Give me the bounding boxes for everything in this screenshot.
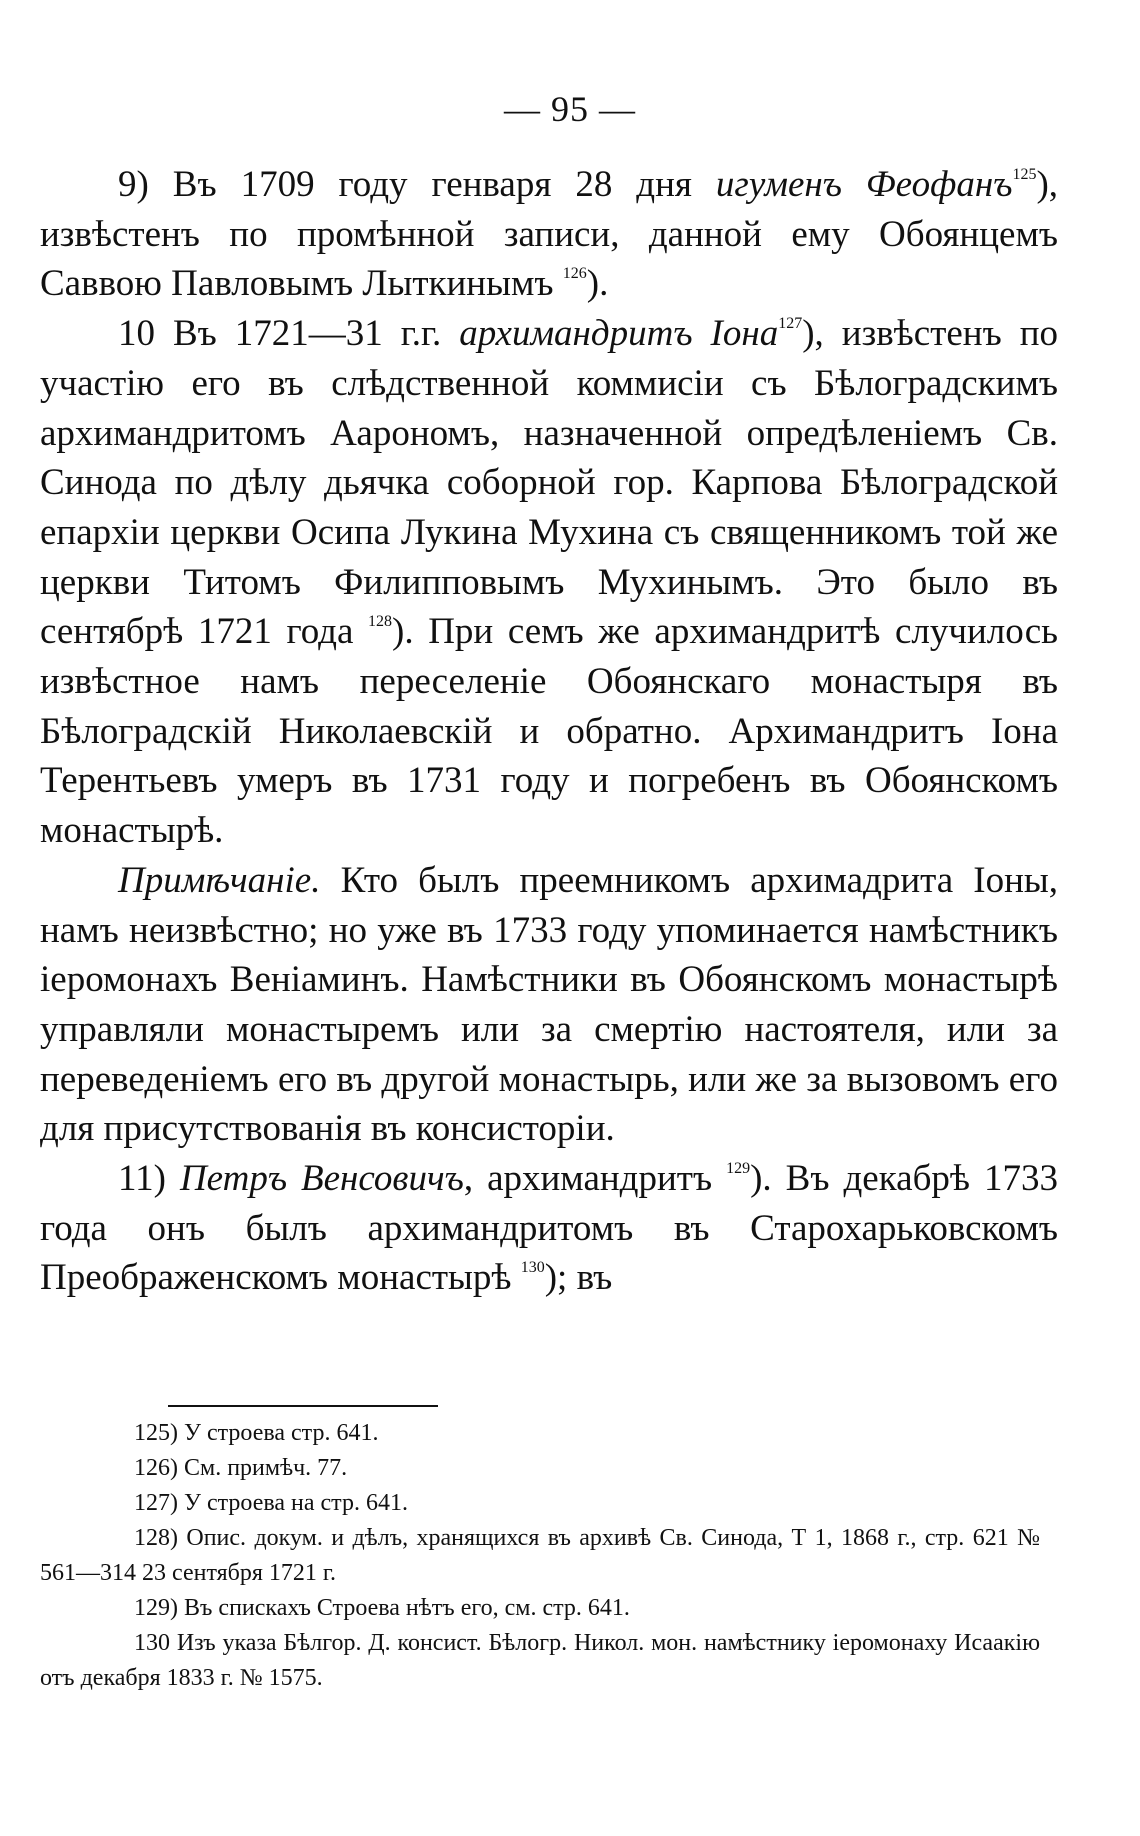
footnote-129: 129) Въ спискахъ Строева нѣтъ его, см. стр. 641. bbox=[134, 1595, 630, 1621]
text-run: ), извѣстенъ по участію его въ слѣдственной коммисіи съ Бѣлоградскимъ архимандритомъ Аарономъ, назначенной опредѣленіемъ Св. Синода по дѣлу дьячка соборной гор. Карпова Бѣлоградской епархіи церкви Осипа Лукина Мухина съ священникомъ той же церкви Титомъ Филипповымъ Мухинымъ. Это было въ сентябрѣ 1721 года bbox=[40, 313, 1059, 653]
text-run: 10 Въ 1721—31 г.г. bbox=[118, 313, 460, 355]
text-run: Кто былъ преемникомъ архимадрита Іоны, намъ неизвѣстно; но уже въ 1733 году упоминается намѣстникъ іеромонахъ Веніаминъ. Намѣстники въ Обоянскомъ монастырѣ управляли монастыремъ или за смертію настоятеля, или за переведеніемъ его въ другой монастырь, или же за вызовомъ его для присутствованія въ консисторіи. bbox=[40, 859, 1058, 1150]
paragraph-10 bbox=[40, 309, 1058, 856]
footnote-125: 125) У строева стр. 641. bbox=[134, 1420, 379, 1446]
footnote-ref: 130 bbox=[520, 1259, 545, 1277]
text-run: 9) Въ 1709 году генваря 28 дня bbox=[118, 164, 716, 205]
footnote-126: 126) См. примѣч. 77. bbox=[134, 1455, 348, 1481]
text-run: ). При семъ же архимандритѣ случилось извѣстное намъ переселеніе Обоянскаго монастыря въ Бѣлоградскій Николаевскій и обратно. Архимандритъ Іона Терентьевъ умеръ въ 1731 году и погребенъ въ Обоянскомъ монастырѣ. bbox=[40, 611, 1058, 852]
text-run: 11) bbox=[118, 1158, 180, 1200]
footnote-127: 127) У строева на стр. 641. bbox=[134, 1490, 408, 1516]
text-run: ); въ bbox=[544, 1257, 613, 1299]
italic-name: архимандритъ Іона bbox=[459, 313, 779, 355]
page-number: — 95 — bbox=[504, 89, 636, 129]
text-run: ), извѣстенъ по промѣнной записи, данной ему Обоянцемъ Саввою Павловымъ Лыткинымъ bbox=[40, 164, 1059, 305]
footnote-ref: 125 bbox=[1012, 165, 1037, 183]
footnote-128: 128) Опис. докум. и дѣлъ, хранящихся въ архивѣ Св. Синода, Т 1, 1868 г., стр. 621 № 561—314 23 сентября 1721 г. bbox=[40, 1525, 1040, 1586]
paragraph-11 bbox=[40, 1154, 1058, 1303]
footnote-ref: 128 bbox=[368, 613, 392, 630]
text-run: ). bbox=[586, 263, 609, 305]
paragraph-9 bbox=[40, 160, 1058, 309]
note-label: Примѣчаніе. bbox=[118, 859, 321, 901]
footnote-ref: 126 bbox=[562, 265, 587, 283]
footnote-ref: 127 bbox=[778, 314, 803, 332]
italic-name: Петръ Венсовичъ bbox=[179, 1158, 464, 1200]
footnote-130: 130 Изъ указа Бѣлгор. Д. консист. Бѣлогр. Никол. мон. намѣстнику іеромонаху Исаакію отъ декабря 1833 г. № 1575. bbox=[40, 1630, 1040, 1691]
text-run: ). Въ декабрѣ 1733 года онъ былъ архимандритомъ въ Старохарьковскомъ Преображенскомъ монастырѣ bbox=[40, 1158, 1058, 1299]
text-run: , архимандритъ bbox=[463, 1158, 727, 1200]
footnotes bbox=[40, 1416, 1040, 1696]
footnote-divider bbox=[168, 1405, 438, 1407]
main-text bbox=[40, 160, 1058, 1303]
italic-name: игуменъ Феофанъ bbox=[715, 164, 1013, 205]
paragraph-note bbox=[40, 856, 1058, 1154]
footnote-ref: 129 bbox=[726, 1159, 751, 1177]
